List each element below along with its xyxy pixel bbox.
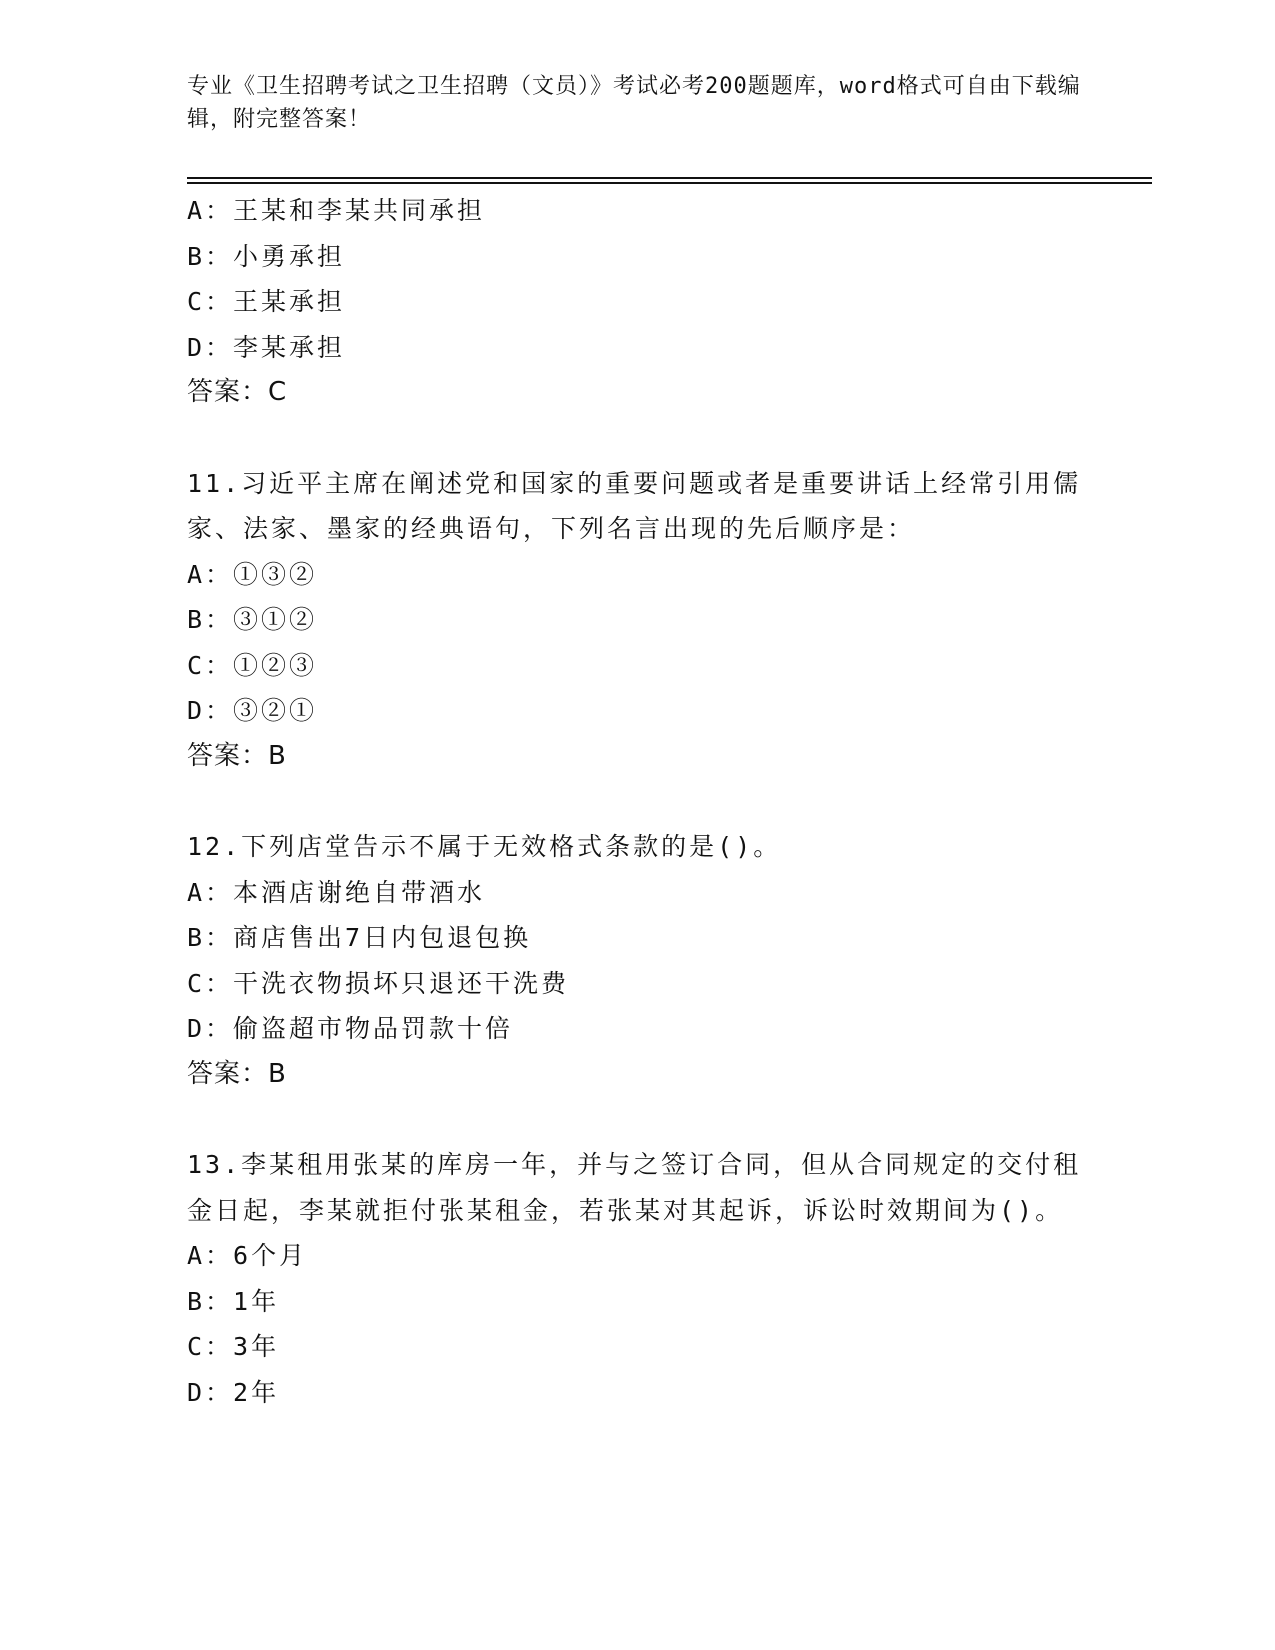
- option-b: B：小勇承担: [187, 241, 346, 271]
- spacer: [187, 416, 1087, 461]
- option-c: C：3年: [187, 1332, 280, 1361]
- question-list: [187, 188, 1087, 1415]
- question-text: 12.下列店堂告示不属于无效格式条款的是()。: [187, 832, 782, 861]
- option-b: B：商店售出7日内包退包换: [187, 923, 532, 952]
- option-b: B：1年: [187, 1286, 280, 1316]
- question-text: 11.习近平主席在阐述党和国家的重要问题或者是重要讲话上经常引用儒家、法家、墨家的经典语句，下列名言出现的先后顺序是：: [187, 468, 1082, 543]
- option-c: C：干洗衣物损坏只退还干洗费: [187, 968, 570, 998]
- option-c: C：①②③: [187, 650, 318, 680]
- option-d: D：2年: [187, 1377, 280, 1407]
- option-c: C：王某承担: [187, 287, 346, 316]
- answer-label: 答案：B: [187, 1058, 287, 1089]
- document-title: 专业《卫生招聘考试之卫生招聘（文员）》考试必考200题题库，word格式可自由下载编辑，附完整答案！: [187, 74, 1081, 132]
- answer-label: 答案：B: [187, 740, 287, 771]
- option-d: D：偷盗超市物品罚款十倍: [187, 1014, 514, 1043]
- option-a: A：王某和李某共同承担: [187, 196, 486, 225]
- option-b: B：③①②: [187, 605, 318, 634]
- question-text: 13.李某租用张某的库房一年，并与之签订合同，但从合同规定的交付租金日起，李某就拒付张某租金，若张某对其起诉，诉讼时效期间为()。: [187, 1150, 1082, 1225]
- question-13: [187, 1142, 1087, 1415]
- header-divider-top: [187, 177, 1152, 179]
- option-a: A：①③②: [187, 559, 318, 589]
- question-11: [187, 461, 1087, 780]
- option-a: A：6个月: [187, 1241, 308, 1270]
- spacer: [187, 1097, 1087, 1142]
- spacer: [187, 779, 1087, 824]
- question-12: [187, 824, 1087, 1097]
- option-d: D：李某承担: [187, 332, 346, 362]
- question-10: [187, 188, 1087, 416]
- answer-label: 答案：C: [187, 377, 288, 407]
- header-divider-bottom: [187, 182, 1152, 184]
- option-a: A：本酒店谢绝自带酒水: [187, 877, 486, 907]
- option-d: D：③②①: [187, 696, 318, 725]
